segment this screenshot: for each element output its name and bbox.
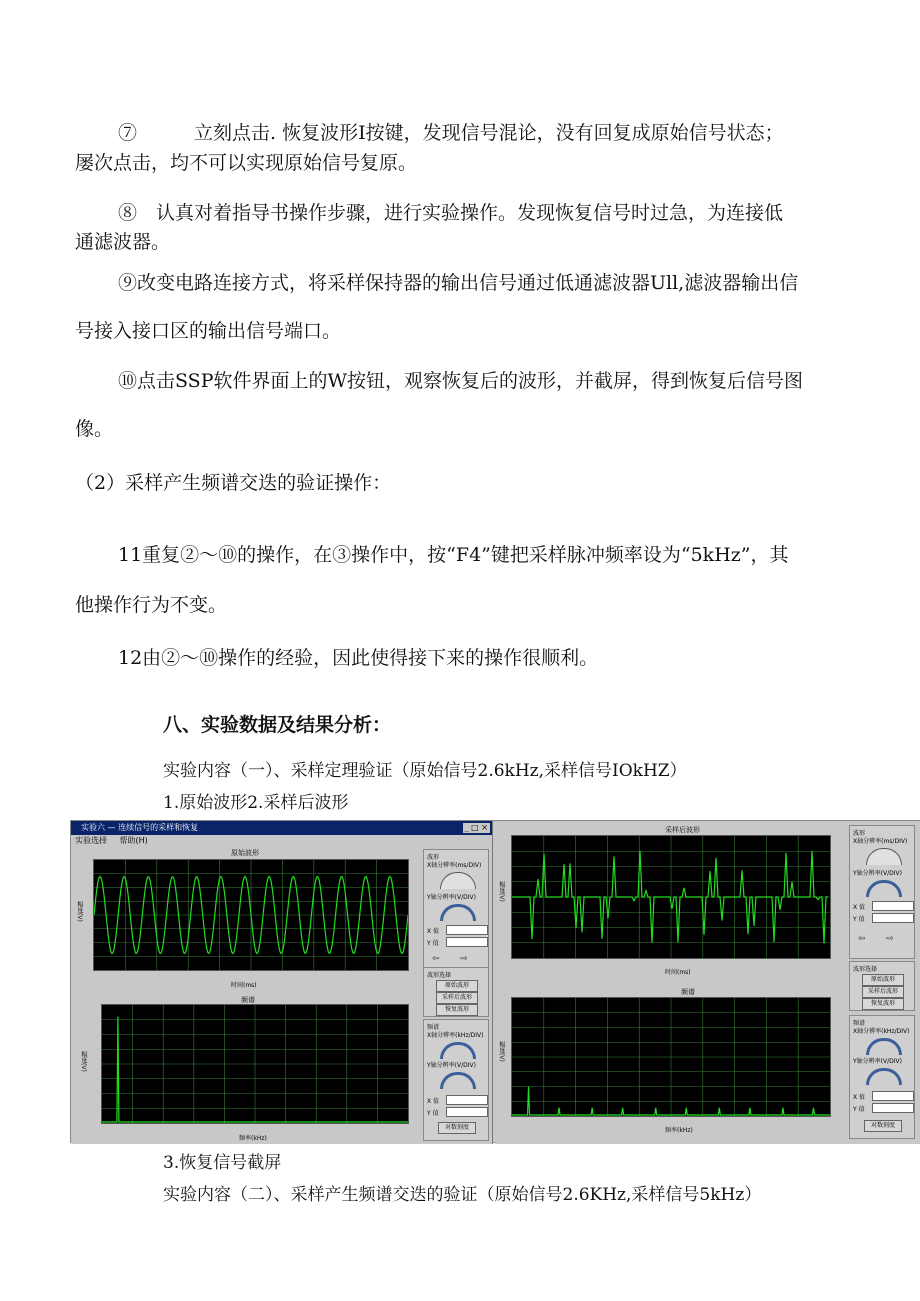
x-value-label: X 值 bbox=[427, 928, 440, 935]
group-label: 波形 bbox=[427, 854, 440, 861]
window-original bbox=[71, 821, 493, 1144]
x-axis-label: 时间(ms) bbox=[665, 969, 691, 976]
sampled-wave-plot bbox=[511, 835, 831, 959]
window-controls: _ □ × bbox=[464, 823, 488, 832]
x-value-label: X 值 bbox=[853, 904, 866, 911]
original-wave-button[interactable]: 原始波形 bbox=[862, 974, 904, 986]
x-axis-label: 时间(ms) bbox=[231, 982, 257, 989]
section2-heading: （2）采样产生频谱交迭的验证操作： bbox=[75, 472, 392, 494]
scale-label: Y轴分辨率(V/DIV) bbox=[427, 1062, 476, 1069]
log-scale-button[interactable]: 对数刻度 bbox=[438, 1122, 476, 1134]
y-value-label: Y 值 bbox=[853, 916, 865, 923]
y-scale-knob[interactable] bbox=[440, 904, 476, 921]
step8-line1: ⑧ 认真对着指导书操作步骤，进行实验操作。发现恢复信号时过急，为连接低 bbox=[118, 202, 784, 224]
scale-label: X轴分辨率(kHz/DIV) bbox=[853, 1028, 910, 1035]
restore-wave-button[interactable]: 恢复波形 bbox=[862, 998, 904, 1010]
plot-title: 频谱 bbox=[681, 988, 695, 996]
menu-bar bbox=[71, 835, 492, 846]
original-spectrum-plot bbox=[101, 1004, 409, 1124]
x-value-field[interactable] bbox=[446, 1095, 488, 1105]
x-scale-dial[interactable] bbox=[866, 848, 902, 865]
sampled-spectrum-plot bbox=[511, 997, 831, 1117]
group-label: 频谱 bbox=[853, 1020, 866, 1027]
wave-select-group bbox=[423, 967, 489, 1017]
step8-line2: 通滤波器。 bbox=[75, 231, 171, 253]
y-value-field[interactable] bbox=[446, 937, 488, 947]
y-value-label: Y 值 bbox=[853, 1106, 865, 1113]
control-panel bbox=[421, 849, 491, 1140]
y-scale-knob[interactable] bbox=[866, 880, 902, 897]
window-title: 实验六 — 连续信号的采样和恢复 bbox=[71, 821, 492, 835]
window-sampled bbox=[495, 821, 920, 1144]
right-arrow-icon[interactable]: ⇨ bbox=[460, 954, 468, 964]
x-axis-label: 频率(kHz) bbox=[239, 1135, 267, 1142]
x-value-field[interactable] bbox=[872, 1091, 914, 1101]
figure-caption: 1.原始波形2.采样后波形 bbox=[163, 793, 349, 813]
sampled-wave-button[interactable]: 采样后波形 bbox=[436, 992, 478, 1004]
step9-line1: ⑨改变电路连接方式，将采样保持器的输出信号通过低通滤波器Ull,滤波器输出信 bbox=[118, 272, 799, 294]
plot-title: 采样后波形 bbox=[665, 826, 700, 834]
heading-8: 八、实验数据及结果分析： bbox=[163, 714, 392, 736]
experiment2-title: 实验内容（二）、采样产生频谱交迭的验证（原始信号2.6KHz,采样信号5kHz） bbox=[163, 1185, 762, 1205]
scale-label: X轴分辨率(kHz/DIV) bbox=[427, 1032, 484, 1039]
y-axis-label: 幅度(V) bbox=[80, 1051, 87, 1072]
freq-scale-knob[interactable] bbox=[440, 1042, 476, 1059]
y-axis-label: 幅度(V) bbox=[498, 1041, 505, 1062]
original-wave-plot bbox=[93, 859, 409, 971]
amp-scale-knob[interactable] bbox=[440, 1072, 476, 1089]
y-value-label: Y 值 bbox=[427, 940, 439, 947]
experiment1-title: 实验内容（一）、采样定理验证（原始信号2.6kHz,采样信号IOkHZ） bbox=[163, 761, 687, 781]
group-label: 频谱 bbox=[427, 1024, 440, 1031]
menu-help[interactable]: 帮助(H) bbox=[119, 836, 148, 845]
y-axis-label: 幅度(V) bbox=[76, 901, 83, 922]
group-label: 波形 bbox=[853, 830, 866, 837]
y-value-field[interactable] bbox=[872, 1103, 914, 1113]
left-arrow-icon[interactable]: ⇦ bbox=[858, 934, 866, 944]
spectrum-group bbox=[849, 1015, 915, 1139]
spectrum-group bbox=[423, 1019, 489, 1141]
x-value-field[interactable] bbox=[446, 925, 488, 935]
wave-select-group bbox=[849, 961, 915, 1011]
restore-wave-button[interactable]: 恢复波形 bbox=[436, 1004, 478, 1016]
log-scale-button[interactable]: 对数刻度 bbox=[864, 1120, 902, 1132]
scale-label: X轴分辨率(ms/DIV) bbox=[853, 838, 908, 845]
scale-label: Y轴分辨率(V/DIV) bbox=[853, 870, 902, 877]
x-scale-dial[interactable] bbox=[440, 872, 476, 889]
left-arrow-icon[interactable]: ⇦ bbox=[432, 954, 440, 964]
group-label: 波形选择 bbox=[853, 966, 878, 973]
x-value-label: X 值 bbox=[853, 1094, 866, 1101]
scale-label: Y轴分辨率(V/DIV) bbox=[853, 1058, 902, 1065]
step10-line1: ⑩点击SSP软件界面上的W按钮，观察恢复后的波形，并截屏，得到恢复后信号图 bbox=[118, 370, 804, 392]
step9-line2: 号接入接口区的输出信号端口。 bbox=[75, 320, 342, 342]
y-value-label: Y 值 bbox=[427, 1110, 439, 1117]
freq-scale-knob[interactable] bbox=[866, 1038, 902, 1055]
step11-line1: 11重复②～⑩的操作，在③操作中，按“F4”键把采样脉冲频率设为“5kHz”，其 bbox=[118, 544, 789, 566]
step7-line1: ⑦ 立刻点击. 恢复波形I按键，发现信号混论，没有回复成原始信号状态； bbox=[118, 122, 784, 144]
step12: 12由②～⑩操作的经验，因此使得接下来的操作很顺利。 bbox=[118, 647, 599, 669]
step7-line2: 屡次点击，均不可以实现原始信号复原。 bbox=[75, 152, 418, 174]
original-wave-button[interactable]: 原始波形 bbox=[436, 980, 478, 992]
y-value-field[interactable] bbox=[446, 1107, 488, 1117]
scale-label: Y轴分辨率(V/DIV) bbox=[427, 894, 476, 901]
plot-title: 频谱 bbox=[241, 996, 255, 1004]
step10-line2: 像。 bbox=[75, 418, 114, 440]
y-value-field[interactable] bbox=[872, 913, 914, 923]
control-panel bbox=[847, 825, 917, 1140]
x-axis-label: 频率(kHz) bbox=[665, 1127, 693, 1134]
right-arrow-icon[interactable]: ⇨ bbox=[886, 934, 894, 944]
x-value-label: X 值 bbox=[427, 1098, 440, 1105]
plot-title: 原始波形 bbox=[231, 849, 259, 857]
menu-experiment[interactable]: 实验选择 bbox=[75, 836, 107, 845]
amp-scale-knob[interactable] bbox=[866, 1068, 902, 1085]
caption-restore: 3.恢复信号截屏 bbox=[163, 1153, 282, 1173]
y-axis-label: 幅度(V) bbox=[498, 881, 505, 902]
group-label: 波形选择 bbox=[427, 972, 452, 979]
x-value-field[interactable] bbox=[872, 901, 914, 911]
software-screenshot bbox=[70, 820, 920, 1143]
step11-line2: 他操作行为不变。 bbox=[75, 594, 228, 616]
sampled-wave-button[interactable]: 采样后波形 bbox=[862, 986, 904, 998]
wave-group bbox=[849, 825, 915, 959]
scale-label: X轴分辨率(ms/DIV) bbox=[427, 862, 482, 869]
